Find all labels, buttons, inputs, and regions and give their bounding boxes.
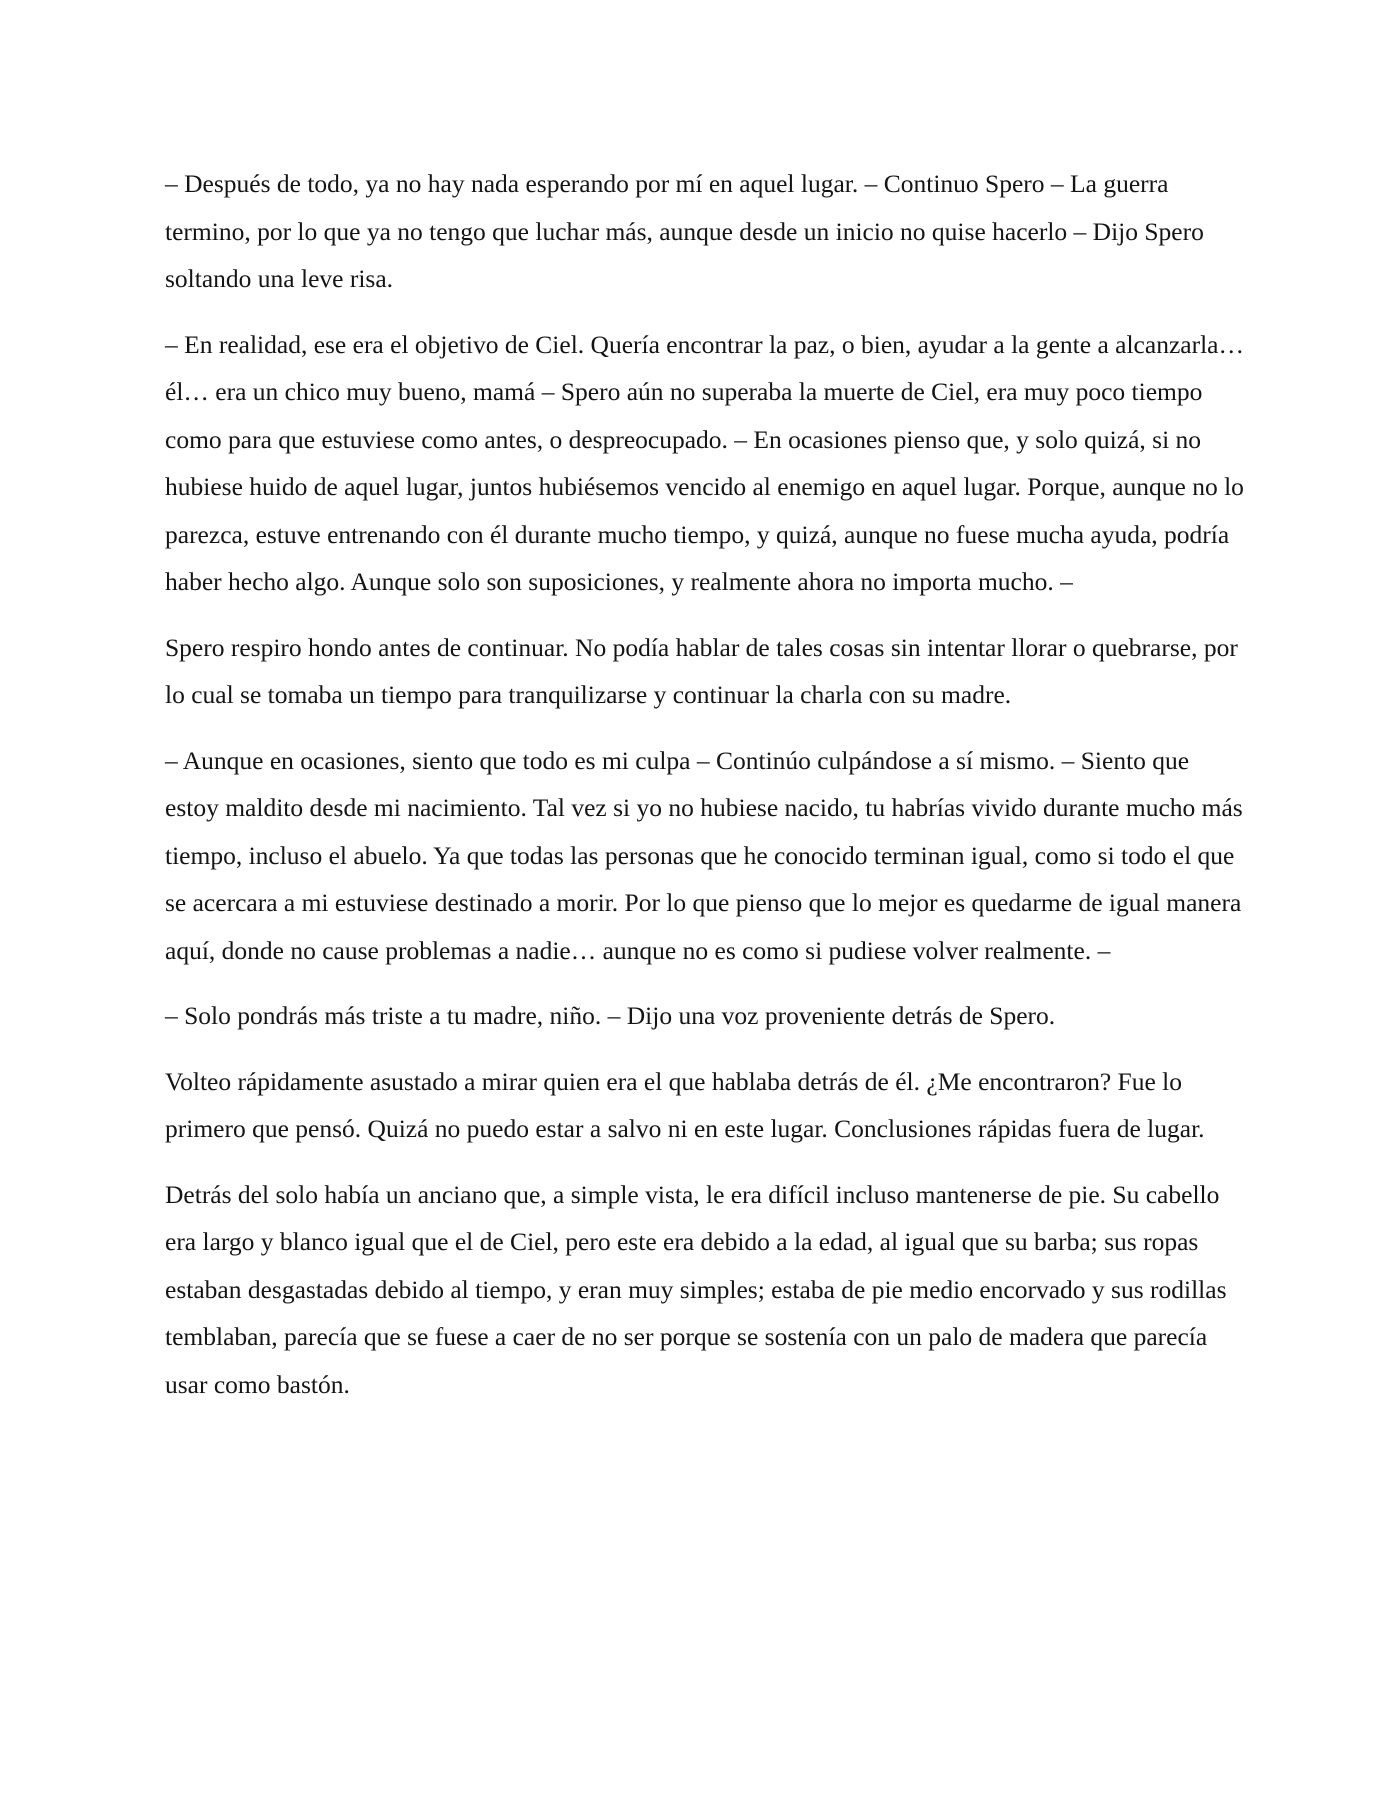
paragraph: – En realidad, ese era el objetivo de Ciel. Quería encontrar la paz, o bien, ayudar a la gente a alcanzarla… él… era un chico muy bueno, mamá – Spero aún no superaba la muerte de Ciel, era muy poco tiempo como para que estuviese como antes, o despreocupado. – En ocasiones pienso que, y solo quizá, si no hubiese huido de aquel lugar, juntos hubiésemos vencido al enemigo en aquel lugar. Porque, aunque no lo parezca, estuve entrenando con él durante mucho tiempo, y quizá, aunque no fuese mucha ayuda, podría haber hecho algo. Aunque solo son suposiciones, y realmente ahora no importa mucho. – [165,329,1244,596]
paragraph: Detrás del solo había un anciano que, a simple vista, le era difícil incluso mantenerse de pie. Su cabello era largo y blanco igual que el de Ciel, pero este era debido a la edad, al igual que su barba; sus ropas estaban desgastadas debido al tiempo, y eran muy simples; estaba de pie medio encorvado y sus rodillas temblaban, parecía que se fuese a caer de no ser porque se sostenía con un palo de madera que parecía usar como bastón. [165,1179,1227,1399]
paragraph: – Después de todo, ya no hay nada esperando por mí en aquel lugar. – Continuo Spero – La guerra termino, por lo que ya no tengo que luchar más, aunque desde un inicio no quise hacerlo – Dijo Spero soltando una leve risa. [165,169,1204,293]
paragraph: Volteo rápidamente asustado a mirar quien era el que hablaba detrás de él. ¿Me encontraron? Fue lo primero que pensó. Quizá no puedo estar a salvo ni en este lugar. Conclusiones rápidas fuera de lugar. [165,1066,1205,1143]
paragraph: Spero respiro hondo antes de continuar. No podía hablar de tales cosas sin intentar llorar o quebrarse, por lo cual se tomaba un tiempo para tranquilizarse y continuar la charla con su madre. [165,632,1238,709]
paragraph: – Solo pondrás más triste a tu madre, niño. – Dijo una voz proveniente detrás de Spero. [165,1001,1056,1030]
body-text [165,160,1245,1426]
paragraph: – Aunque en ocasiones, siento que todo es mi culpa – Continúo culpándose a sí mismo. – Siento que estoy maldito desde mi nacimiento. Tal vez si yo no hubiese nacido, tu habrías vivido durante mucho más tiempo, incluso el abuelo. Ya que todas las personas que he conocido terminan igual, como si todo el que se acercara a mi estuviese destinado a morir. Por lo que pienso que lo mejor es quedarme de igual manera aquí, donde no cause problemas a nadie… aunque no es como si pudiese volver realmente. – [165,745,1243,965]
